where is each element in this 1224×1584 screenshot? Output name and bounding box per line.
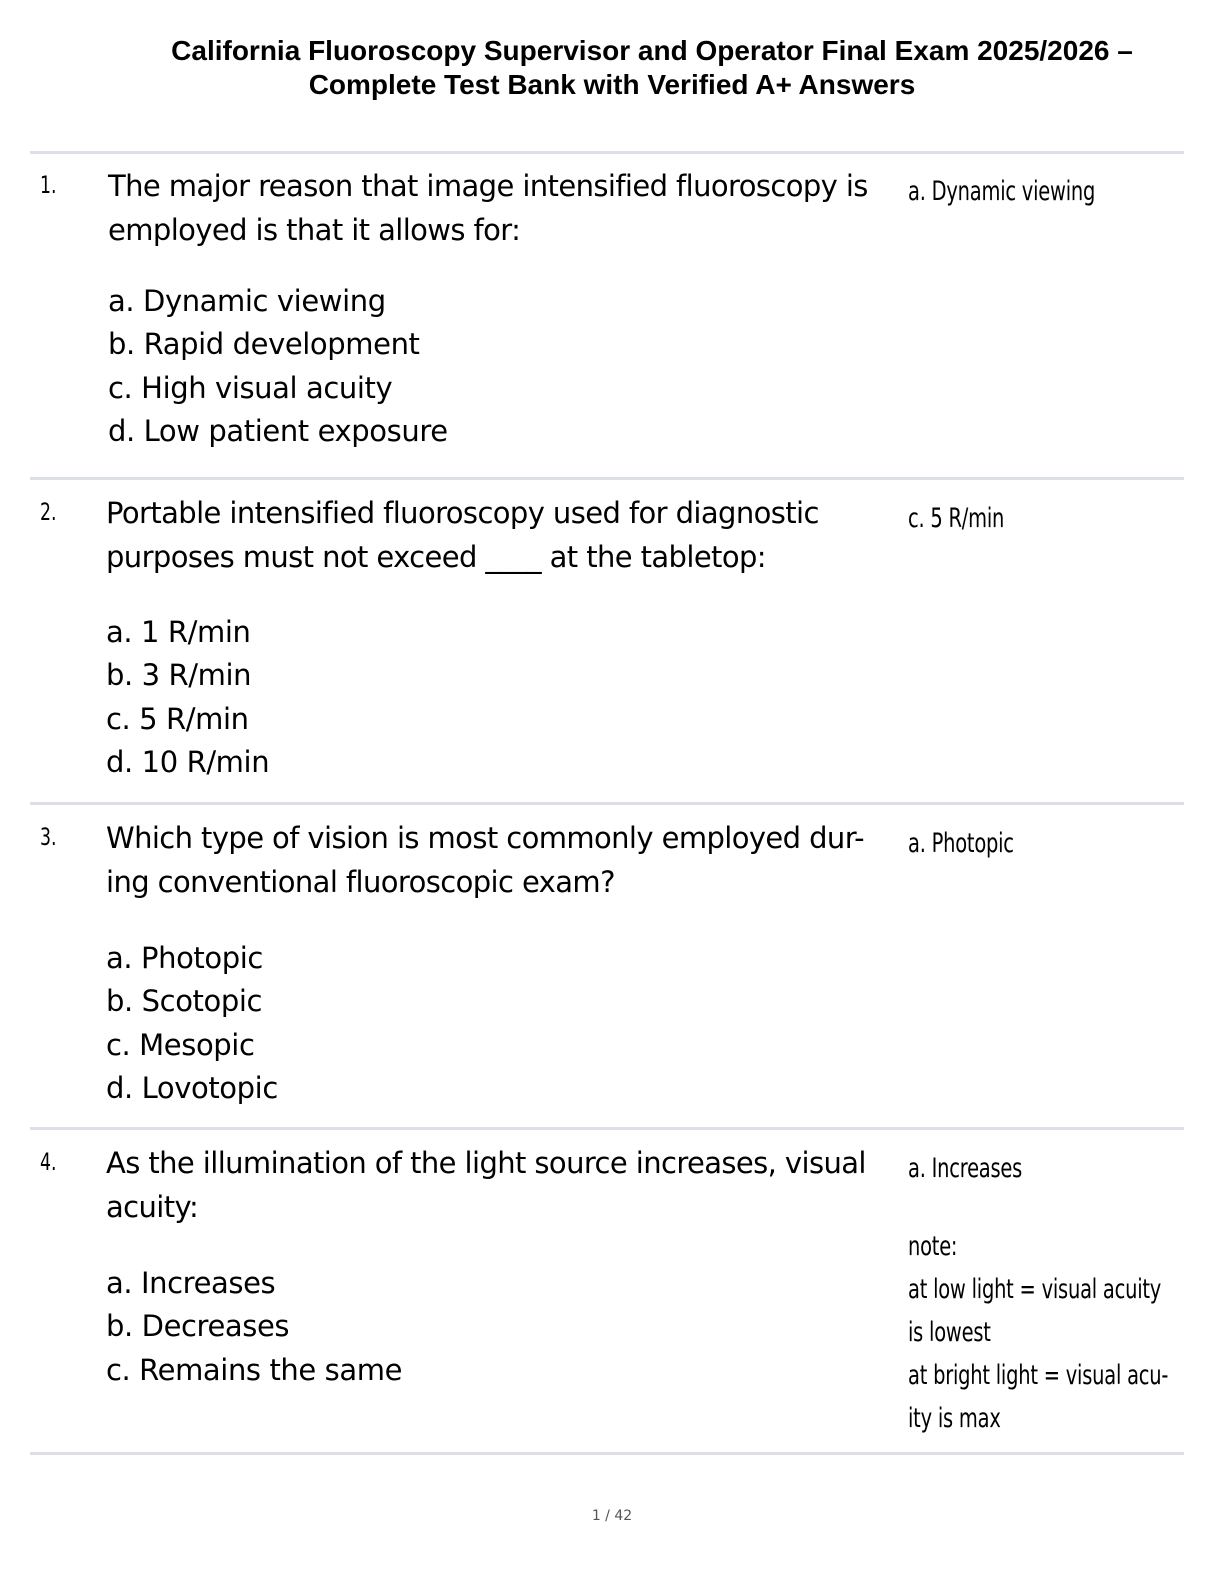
divider bbox=[30, 477, 1184, 480]
answer-text: c. 5 R/min bbox=[908, 503, 1005, 534]
title-line-1: California Fluoroscopy Supervisor and Operator Final Exam 2025/2026 – bbox=[171, 35, 1133, 66]
note-line: at bright light = visual acu- bbox=[908, 1360, 1169, 1391]
note-line: note: bbox=[908, 1231, 958, 1262]
option: d. Low patient exposure bbox=[108, 413, 448, 448]
option: a. Increases bbox=[106, 1266, 276, 1300]
answer-text: a. Increases bbox=[908, 1153, 1023, 1184]
options-list bbox=[106, 937, 866, 1110]
option: a. Dynamic viewing bbox=[108, 284, 386, 318]
option: c. 5 R/min bbox=[106, 701, 249, 736]
option: a. 1 R/min bbox=[106, 615, 251, 649]
question-number: 3. bbox=[40, 823, 57, 851]
question-text: The major reason that image intensified fluoroscopy is employed is that it allows for: bbox=[108, 169, 868, 247]
divider bbox=[30, 151, 1184, 154]
option: c. Mesopic bbox=[106, 1027, 255, 1062]
document-title bbox=[0, 34, 1224, 102]
note-line: is lowest bbox=[908, 1317, 991, 1348]
page-number: 1 / 42 bbox=[591, 1508, 633, 1524]
title-line-2: Complete Test Bank with Verified A+ Answers bbox=[308, 69, 916, 100]
option: b. 3 R/min bbox=[106, 658, 252, 693]
note-line: ity is max bbox=[908, 1403, 1001, 1434]
option: d. 10 R/min bbox=[106, 744, 270, 779]
option: d. Lovotopic bbox=[106, 1070, 278, 1105]
divider bbox=[30, 1127, 1184, 1130]
option: b. Decreases bbox=[106, 1309, 290, 1344]
option: b. Scotopic bbox=[106, 984, 263, 1019]
question-text: Which type of vision is most commonly employed dur- ing conventional fluoroscopic exam? bbox=[106, 821, 865, 899]
option: c. High visual acuity bbox=[108, 370, 393, 405]
options-list bbox=[106, 611, 866, 784]
option: b. Rapid development bbox=[108, 327, 420, 362]
question-text: Portable intensified fluoroscopy used for diagnostic purposes must not exceed ____ at the tabletop: bbox=[106, 496, 819, 574]
option: a. Photopic bbox=[106, 941, 263, 975]
options-list bbox=[106, 1262, 866, 1392]
answer-text: a. Dynamic viewing bbox=[908, 176, 1096, 207]
note-line: at low light = visual acuity bbox=[908, 1274, 1162, 1305]
question-number: 4. bbox=[40, 1148, 57, 1176]
question-number: 2. bbox=[40, 498, 57, 526]
question-number: 1. bbox=[40, 171, 57, 199]
answer-note bbox=[908, 1225, 1210, 1440]
answer-text: a. Photopic bbox=[908, 828, 1014, 859]
divider bbox=[30, 1452, 1184, 1455]
question-text: As the illumination of the light source increases, visual acuity: bbox=[106, 1146, 866, 1224]
option: c. Remains the same bbox=[106, 1352, 403, 1387]
divider bbox=[30, 802, 1184, 805]
options-list bbox=[108, 280, 868, 453]
